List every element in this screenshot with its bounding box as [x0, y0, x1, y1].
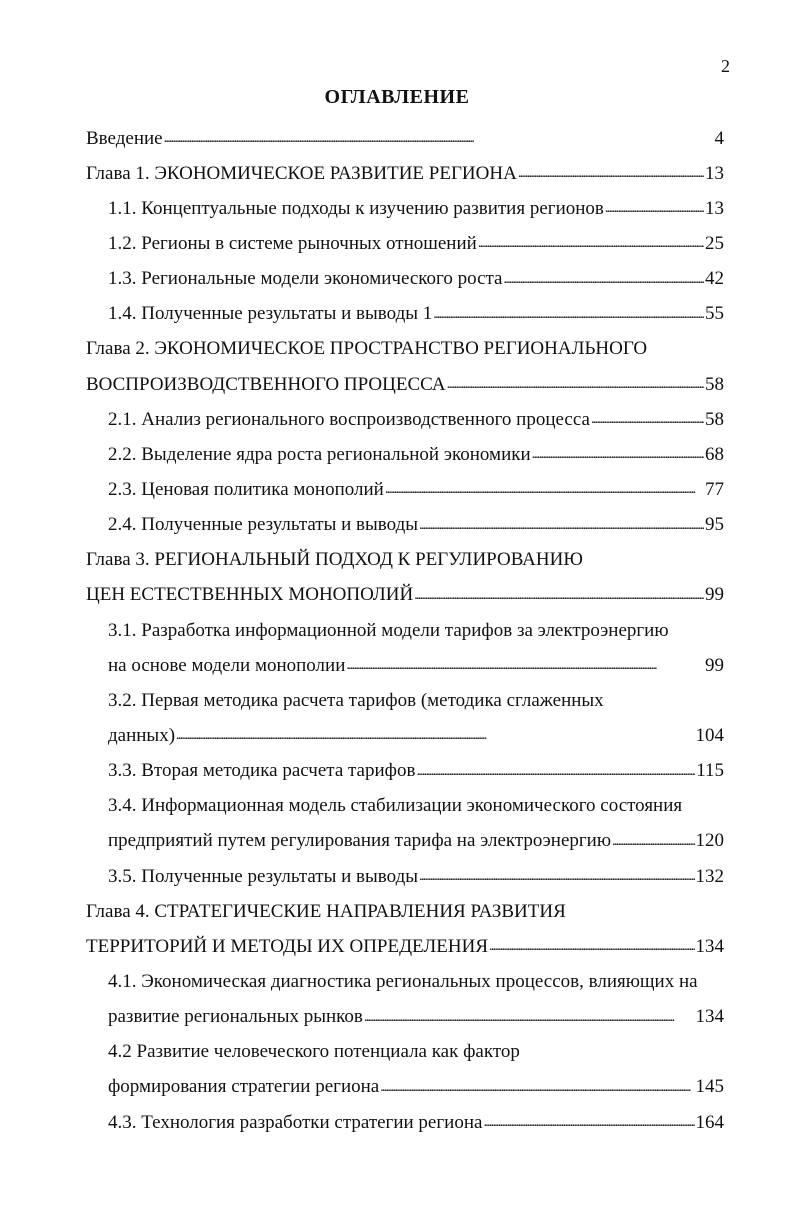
toc-leader-dots [164, 129, 714, 148]
toc-leader-dots [447, 375, 704, 394]
toc-entry-title: 3.5. Полученные результаты и выводы [108, 865, 419, 887]
toc-entry-title: предприятий путем регулирования тарифа на электроэнергию [108, 830, 612, 852]
toc-entry[interactable] [0, 824, 794, 859]
toc-entry-page: 145 [695, 1076, 724, 1098]
toc-entry-title: 1.4. Полученные результаты и выводы 1 [108, 303, 433, 325]
toc-entry[interactable] [0, 964, 794, 999]
page-number: 2 [721, 56, 730, 76]
toc-entry-page: 95 [705, 514, 724, 536]
toc-leader-dots [605, 199, 704, 218]
toc-entry-page: 55 [705, 303, 724, 325]
toc-leader-dots [518, 164, 704, 183]
toc-entry[interactable] [0, 754, 794, 789]
toc-entry-title: Введение [86, 127, 163, 149]
toc-entry[interactable] [0, 613, 794, 648]
toc-entry-page: 120 [695, 830, 724, 852]
toc-entry-page: 99 [705, 654, 724, 676]
toc-entry-title: 1.3. Региональные модели экономического роста [108, 268, 503, 290]
toc-leader-dots [346, 656, 704, 675]
toc-entry[interactable] [0, 297, 794, 332]
toc-entry-title: 3.1. Разработка информационной модели тарифов за электроэнергию [108, 619, 669, 641]
toc-entry[interactable] [0, 262, 794, 297]
toc-entry[interactable] [0, 508, 794, 543]
toc-entry-page: 77 [705, 478, 724, 500]
toc-entry[interactable] [0, 1035, 794, 1070]
toc-entry-title: данных) [108, 724, 176, 746]
toc-entry[interactable] [0, 437, 794, 472]
toc-entry[interactable] [0, 648, 794, 683]
toc-entry-page: 58 [705, 373, 724, 395]
toc-entry-title: ЦЕН ЕСТЕСТВЕННЫХ МОНОПОЛИЙ [86, 584, 414, 606]
toc-entry[interactable] [0, 367, 794, 402]
toc-entry-title: Глава 1. ЭКОНОМИЧЕСКОЕ РАЗВИТИЕ РЕГИОНА [86, 162, 517, 184]
toc-leader-dots [478, 234, 704, 253]
toc-entry-title: 2.4. Полученные результаты и выводы [108, 514, 419, 536]
toc-leader-dots [532, 445, 704, 464]
toc-entry-page: 132 [695, 865, 724, 887]
toc-entry-page: 164 [695, 1111, 724, 1133]
toc-leader-dots [504, 270, 705, 289]
toc-entry-title: 1.2. Регионы в системе рыночных отношений [108, 232, 477, 254]
toc-leader-dots [380, 1078, 694, 1097]
toc-leader-dots [419, 867, 694, 886]
toc-entry-title: ВОСПРОИЗВОДСТВЕННОГО ПРОЦЕССА [86, 373, 446, 395]
toc-entry-title: формирования стратегии региона [108, 1076, 380, 1098]
toc-entry-title: на основе модели монополии [108, 654, 346, 676]
toc-entry[interactable] [0, 789, 794, 824]
toc-entry[interactable] [0, 191, 794, 226]
toc-entry[interactable] [0, 859, 794, 894]
toc-entry-title: 2.3. Ценовая политика монополий [108, 478, 384, 500]
toc-entry-page: 99 [705, 584, 724, 606]
toc-entry-title: 2.1. Анализ регионального воспроизводственного процесса [108, 408, 590, 430]
toc-entry[interactable] [0, 578, 794, 613]
toc-entry-page: 104 [695, 724, 724, 746]
toc-entry-page: 25 [705, 232, 724, 254]
toc-entry-page: 58 [705, 408, 724, 430]
toc-entry[interactable] [0, 156, 794, 191]
toc-entry-title: 4.1. Экономическая диагностика региональных процессов, влияющих на [108, 970, 698, 992]
toc-entry-title: ТЕРРИТОРИЙ И МЕТОДЫ ИХ ОПРЕДЕЛЕНИЯ [86, 935, 489, 957]
toc-entry-title: 3.2. Первая методика расчета тарифов (методика сглаженных [108, 689, 604, 711]
toc-entry-title: 1.1. Концептуальные подходы к изучению развития регионов [108, 197, 604, 219]
toc-leader-dots [591, 410, 704, 429]
toc-entry-page: 134 [695, 935, 724, 957]
table-of-contents [0, 121, 794, 1140]
toc-leader-dots [433, 305, 704, 324]
toc-entry-page: 42 [705, 268, 724, 290]
toc-leader-dots [489, 937, 694, 956]
toc-entry[interactable] [0, 1000, 794, 1035]
toc-entry-title: 3.4. Информационная модель стабилизации экономического состояния [108, 795, 683, 817]
toc-entry-page: 13 [705, 162, 724, 184]
toc-entry[interactable] [0, 121, 794, 156]
toc-entry-title: 2.2. Выделение ядра роста региональной экономики [108, 443, 531, 465]
toc-entry[interactable] [0, 472, 794, 507]
toc-entry-title: Глава 3. РЕГИОНАЛЬНЫЙ ПОДХОД К РЕГУЛИРОВАНИЮ [86, 549, 583, 571]
toc-leader-dots [419, 516, 704, 535]
toc-entry-page: 4 [714, 127, 724, 149]
toc-leader-dots [176, 726, 694, 745]
toc-entry-title: 4.3. Технология разработки стратегии региона [108, 1111, 483, 1133]
toc-entry-page: 68 [705, 443, 724, 465]
toc-entry[interactable] [0, 1070, 794, 1105]
toc-entry[interactable] [0, 929, 794, 964]
toc-entry[interactable] [0, 718, 794, 753]
toc-entry[interactable] [0, 543, 794, 578]
toc-entry-title: 3.3. Вторая методика расчета тарифов [108, 760, 416, 782]
toc-entry[interactable] [0, 894, 794, 929]
toc-entry-title: Глава 2. ЭКОНОМИЧЕСКОЕ ПРОСТРАНСТВО РЕГИОНАЛЬНОГО [86, 338, 648, 360]
toc-entry-page: 134 [695, 1006, 724, 1028]
page-title: ОГЛАВЛЕНИЕ [324, 86, 470, 108]
toc-entry[interactable] [0, 332, 794, 367]
toc-entry[interactable] [0, 226, 794, 261]
toc-entry[interactable] [0, 683, 794, 718]
toc-entry[interactable] [0, 1105, 794, 1140]
toc-entry-page: 13 [705, 197, 724, 219]
toc-leader-dots [612, 832, 694, 851]
toc-entry[interactable] [0, 402, 794, 437]
toc-entry-title: 4.2 Развитие человеческого потенциала как фактор [108, 1041, 520, 1063]
toc-leader-dots [385, 480, 704, 499]
toc-entry-page: 115 [696, 760, 724, 782]
toc-entry-title: развитие региональных рынков [108, 1006, 363, 1028]
toc-leader-dots [364, 1008, 695, 1027]
toc-leader-dots [414, 586, 704, 605]
toc-leader-dots [483, 1113, 694, 1132]
toc-entry-title: Глава 4. СТРАТЕГИЧЕСКИЕ НАПРАВЛЕНИЯ РАЗВИТИЯ [86, 900, 566, 922]
toc-leader-dots [416, 762, 695, 781]
